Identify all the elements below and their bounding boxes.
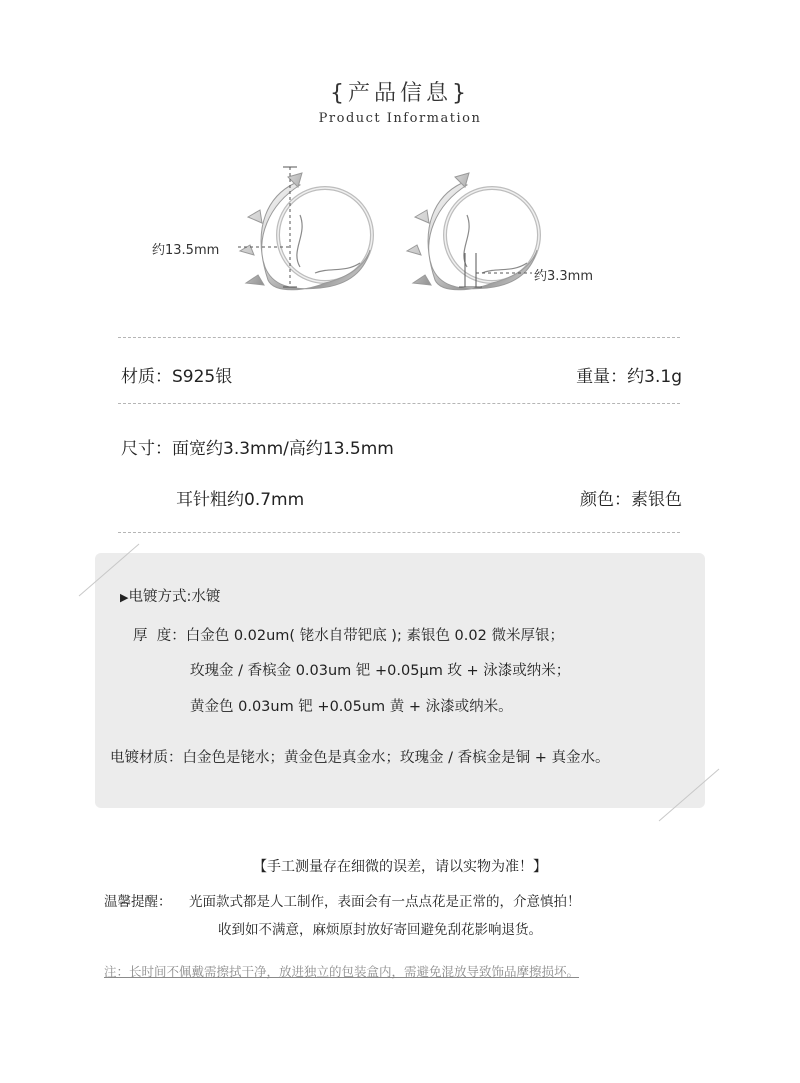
plating-thickness-line3: 黄金色 0.03um 钯 +0.05um 黄 + 泳漆或纳米。 xyxy=(190,699,513,715)
tip-label: 温馨提醒： xyxy=(104,894,172,910)
earring-left xyxy=(240,173,372,290)
weight-spec: 重量：约3.1g xyxy=(576,367,682,387)
divider xyxy=(118,532,680,533)
plating-material: 电镀材质：白金色是铑水；黄金色是真金水；玫瑰金 / 香槟金是铜 + 真金水。 xyxy=(110,750,610,766)
triangle-bullet-icon: ▶ xyxy=(120,591,129,604)
width-dimension-label: 约3.3mm xyxy=(534,269,594,284)
plating-thickness-line1: 厚 度：白金色 0.02um( 铑水自带钯底 ); 素银色 0.02 微米厚银； xyxy=(133,628,564,644)
earring-right xyxy=(407,173,539,290)
tip-line2: 收到如不满意，麻烦原封放好寄回避免刮花影响退货。 xyxy=(218,922,542,938)
plating-thickness-line2: 玫瑰金 / 香槟金 0.03um 钯 +0.05μm 玫 + 泳漆或纳米； xyxy=(190,663,571,679)
pin-spec: 耳针粗约0.7mm xyxy=(176,490,305,510)
height-dimension-label: 约13.5mm xyxy=(152,243,220,258)
page-title: {产品信息} xyxy=(330,81,470,106)
size-spec: 尺寸：面宽约3.3mm/高约13.5mm xyxy=(121,439,394,459)
plating-method: ▶电镀方式:水镀 xyxy=(120,589,221,605)
color-spec: 颜色：素银色 xyxy=(580,490,682,510)
measurement-notice: 【手工测量存在细微的误差，请以实物为准！】 xyxy=(253,859,547,875)
material-spec: 材质：S925银 xyxy=(121,367,233,387)
page-subtitle: Product Information xyxy=(318,111,482,126)
tip-line1: 光面款式都是人工制作，表面会有一点点花是正常的，介意慎拍！ xyxy=(189,894,581,910)
corner-slash-decoration xyxy=(655,765,725,825)
divider xyxy=(118,403,680,404)
care-note: 注：长时间不佩戴需擦拭干净，放进独立的包装盒内，需避免混放导致饰品摩擦损坏。 xyxy=(104,964,580,979)
divider xyxy=(118,337,680,338)
